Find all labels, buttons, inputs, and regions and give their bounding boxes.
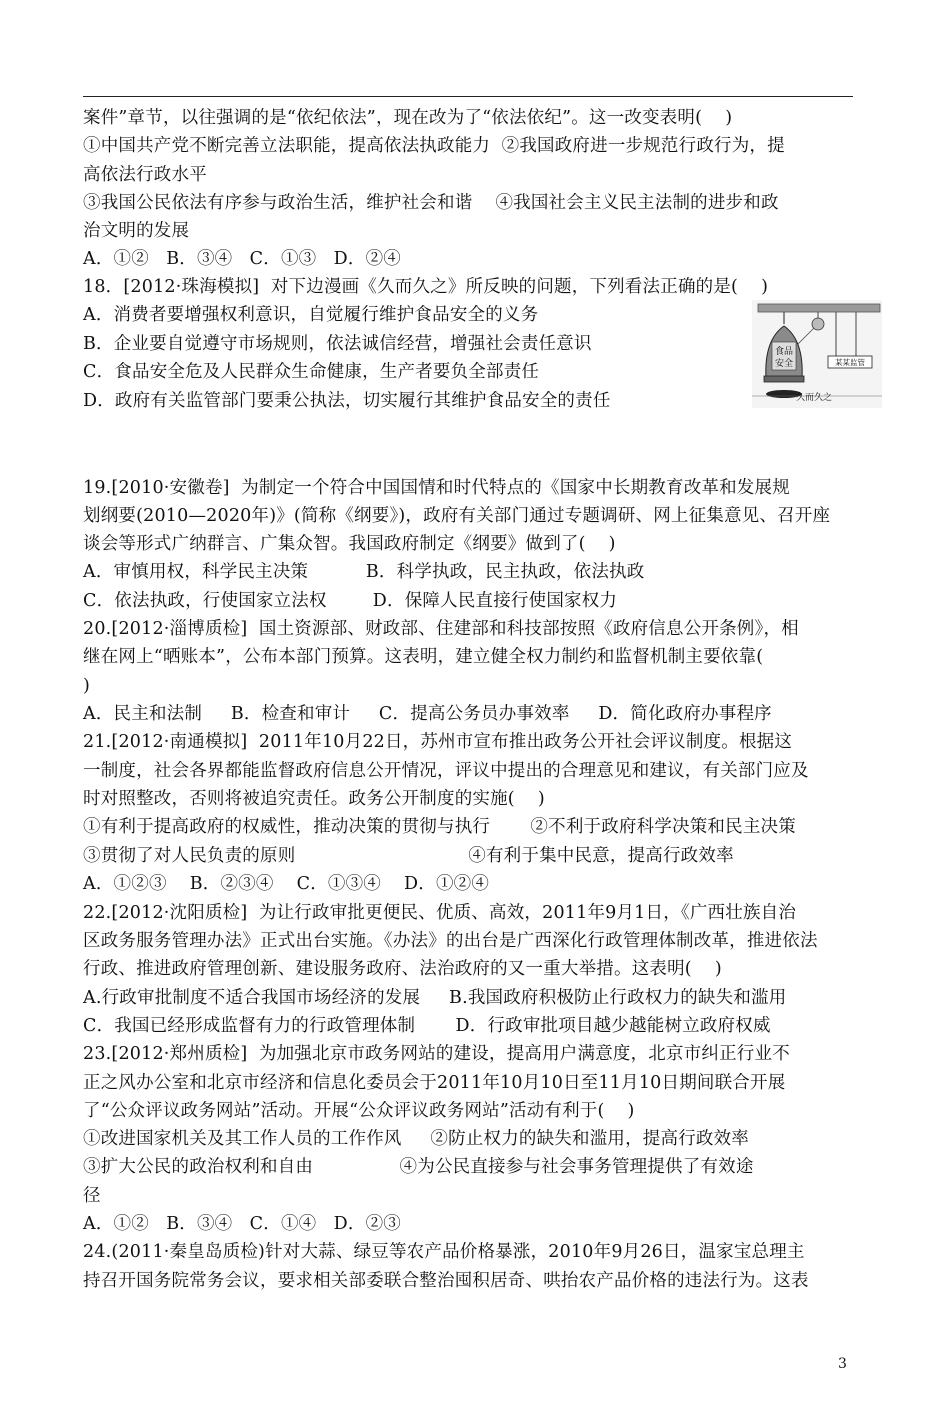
text-line: 高依法行政水平 [83,165,207,185]
text-line: 18．[2012·珠海模拟] 对下边漫画《久而久之》所反映的问题，下列看法正确的是( ) [83,277,769,297]
text-line: 21.[2012·南通模拟] 2011年10月22日，苏州市宣布推出政务公开社会评议制度。根据这 [83,732,793,752]
text-line: 区政务服务管理办法》正式出台实施。《办法》的出台是广西深化行政管理体制改革，推进依法 [83,931,818,951]
page-number: 3 [838,1356,847,1372]
text-line: 划纲要(2010—2020年)》(简称《纲要》)，政府有关部门通过专题调研、网上征集意见、召开座 [83,506,831,526]
text-line: 了“公众评议政务网站”活动。开展“公众评议政务网站”活动有利于( ) [83,1101,635,1121]
text-line: 一制度，社会各界都能监督政府信息公开情况，评议中提出的合理意见和建议，有关部门应及 [83,761,809,781]
text-line: A．①② B．③④ C．①③ D．②④ [83,249,401,269]
text-line: 23.[2012·郑州质检] 为加强北京市政务网站的建设，提高用户满意度，北京市纠正行业不 [83,1044,790,1064]
text-line: C．依法执政，行使国家立法权 D．保障人民直接行使国家权力 [83,591,618,611]
text-line: ①改进国家机关及其工作人员的工作作风 ②防止权力的缺失和滥用，提高行政效率 [83,1129,750,1149]
text-line: 谈会等形式广纳群言、广集众智。我国政府制定《纲要》做到了( ) [83,534,616,554]
text-line: A．民主和法制 B．检查和审计 C．提高公务员办事效率 D．简化政府办事程序 [83,704,772,724]
text-line: 治文明的发展 [83,221,190,241]
bell-text-top: 食品 [774,347,794,357]
text-line: A．①② B．③④ C．①④ D．②③ [83,1214,401,1234]
text-line: 案件”章节，以往强调的是“依纪依法”，现在改为了“依法依纪”。这一改变表明( ) [83,108,733,128]
text-line: D．政府有关监管部门要秉公执法，切实履行其维护食品安全的责任 [83,391,611,411]
text-line: 继在网上“晒账本”，公布本部门预算。这表明，建立健全权力制约和监督机制主要依靠( [83,647,764,667]
text-line: 24.(2011·秦皇岛质检)针对大蒜、绿豆等农产品价格暴涨，2010年9月26日，温家宝总理主 [83,1242,805,1262]
text-line: A．消费者要增强权利意识，自觉履行维护食品安全的义务 [83,305,539,325]
text-line: 19.[2010·安徽卷] 为制定一个符合中国国情和时代特点的《国家中长期教育改革和发展规 [83,478,790,498]
text-line: 径 [83,1186,101,1206]
text-line: 22.[2012·沈阳质检] 为让行政审批更便民、优质、高效，2011年9月1日，《广西壮族自治 [83,903,797,923]
text-line: A．审慎用权，科学民主决策 B．科学执政，民主执政，依法执政 [83,562,645,582]
text-line: ①有利于提高政府的权威性，推动决策的贯彻与执行 ②不利于政府科学决策和民主决策 [83,817,796,837]
text-line: 20.[2012·淄博质检] 国土资源部、财政部、住建部和科技部按照《政府信息公开条例》，相 [83,619,799,639]
text-line: C．食品安全危及人民群众生命健康，生产者要负全部责任 [83,362,540,382]
text-line: A.行政审批制度不适合我国市场经济的发展 B.我国政府积极防止行政权力的缺失和滥用 [83,988,787,1008]
text-line: B．企业要自觉遵守市场规则，依法诚信经营，增强社会责任意识 [83,334,592,354]
text-line: 行政、推进政府管理创新、建设服务政府、法治政府的又一重大举措。这表明( ) [83,959,722,979]
text-line: ③扩大公民的政治权利和自由 ④为公民直接参与社会事务管理提供了有效途 [83,1157,754,1177]
text-line: ③贯彻了对人民负责的原则 ④有利于集中民意，提高行政效率 [83,846,734,866]
header-rule [83,96,853,97]
text-line: 时对照整改，否则将被追究责任。政务公开制度的实施( ) [83,789,545,809]
bell-text-bottom: 安全 [774,359,794,369]
sign-text: 某某监管 [835,358,865,367]
text-line: 正之风办公室和北京市经济和信息化委员会于2011年10月10日至11月10日期间联合开展 [83,1073,786,1093]
text-line: ) [83,676,91,696]
text-line: 持召开国务院常务会议，要求相关部委联合整治囤积居奇、哄抬农产品价格的违法行为。这表 [83,1271,809,1291]
text-line: ③我国公民依法有序参与政治生活，维护社会和谐 ④我国社会主义民主法制的进步和政 [83,193,779,213]
text-line: A．①②③ B．②③④ C．①③④ D．①②④ [83,874,490,894]
cartoon-caption: 久而久之 [796,393,833,403]
text-line: ①中国共产党不断完善立法职能，提高依法执政能力 ②我国政府进一步规范行政行为，提 [83,136,785,156]
text-line: C．我国已经形成监督有力的行政管理体制 D．行政审批项目越少越能树立政府权威 [83,1016,771,1036]
